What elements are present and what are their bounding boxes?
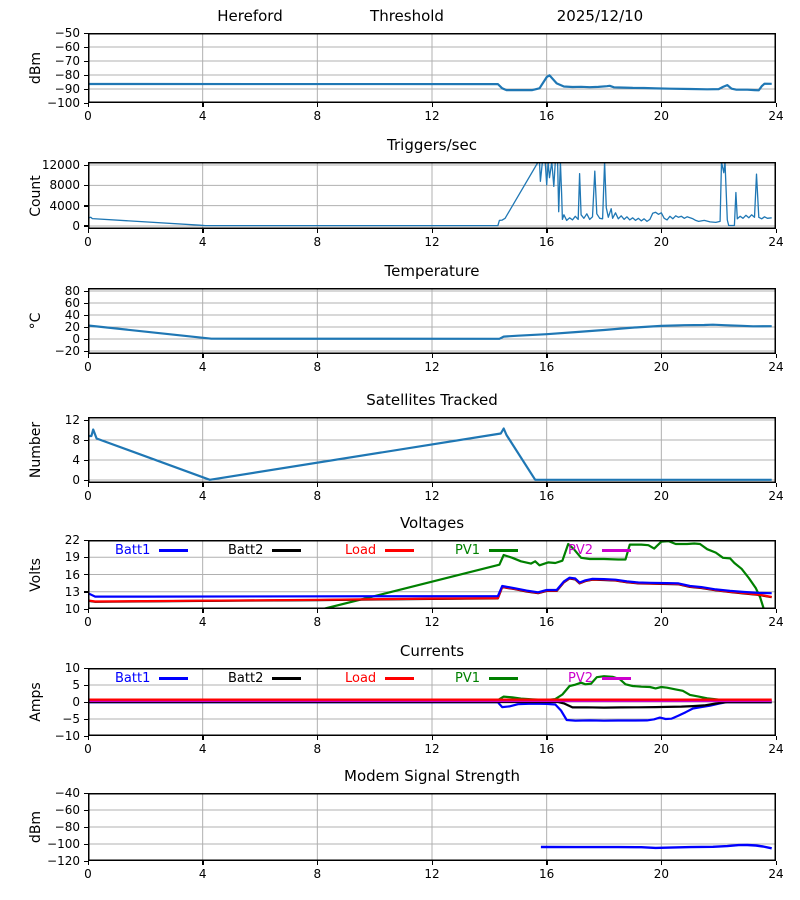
x-tickmark <box>317 483 318 487</box>
plot-area <box>88 33 776 103</box>
legend-line-swatch <box>385 677 414 680</box>
x-tick-label: 12 <box>424 867 440 881</box>
x-tickmark <box>202 103 203 107</box>
x-tick-label: 24 <box>768 867 784 881</box>
legend-label: Batt2 <box>228 671 264 686</box>
x-tick-label: 12 <box>424 360 440 374</box>
y-tick-label: −60 <box>54 40 80 54</box>
y-tick-label: 8 <box>72 433 80 447</box>
y-tickmark <box>84 810 88 811</box>
x-tickmark <box>317 609 318 613</box>
y-tick-label: 20 <box>64 320 80 334</box>
y-tick-label: −5 <box>62 712 80 726</box>
y-tickmark <box>84 440 88 441</box>
x-tickmark <box>317 229 318 233</box>
x-tickmark <box>776 609 777 613</box>
x-tick-label: 12 <box>424 489 440 503</box>
mode-title: Threshold <box>370 7 444 25</box>
y-tickmark <box>84 480 88 481</box>
x-tick-label: 0 <box>84 360 92 374</box>
x-tick-label: 4 <box>198 867 207 881</box>
legend-line-swatch <box>272 677 301 680</box>
y-axis-label: dBm <box>28 51 44 85</box>
x-tick-label: 0 <box>84 742 92 756</box>
x-tickmark <box>432 354 433 358</box>
y-axis-label: dBm <box>28 810 44 844</box>
site-name-title: Hereford <box>217 7 283 25</box>
x-tickmark <box>202 861 203 865</box>
y-tickmark <box>84 793 88 794</box>
x-tickmark <box>776 483 777 487</box>
legend-item-pv1 <box>455 671 518 687</box>
series-rf-threshold-level <box>88 75 772 90</box>
x-tick-label: 4 <box>198 489 207 503</box>
x-tickmark <box>317 354 318 358</box>
legend-item-pv1 <box>455 543 518 559</box>
y-tickmark <box>84 61 88 62</box>
x-tick-label: 20 <box>653 867 669 881</box>
y-tick-label: 80 <box>64 284 80 298</box>
series-satellites <box>88 429 772 480</box>
x-tickmark <box>546 483 547 487</box>
x-tick-label: 8 <box>313 109 322 123</box>
x-tick-label: 12 <box>424 742 440 756</box>
x-tickmark <box>317 103 318 107</box>
x-tick-label: 12 <box>424 235 440 249</box>
x-tick-label: 16 <box>539 109 555 123</box>
legend-label: PV2 <box>568 543 594 558</box>
x-tick-label: 24 <box>768 615 784 629</box>
x-tick-label: 16 <box>539 742 555 756</box>
y-tickmark <box>84 702 88 703</box>
x-tick-label: 4 <box>198 235 207 249</box>
y-axis-label: Count <box>28 174 44 217</box>
x-tick-label: 4 <box>198 109 207 123</box>
y-tickmark <box>84 205 88 206</box>
y-tick-label: 5 <box>72 678 80 692</box>
legend-label: Load <box>345 543 377 558</box>
x-tick-label: 4 <box>198 742 207 756</box>
plot-area <box>88 288 776 354</box>
x-tick-label: 0 <box>84 615 92 629</box>
y-axis-label: °C <box>28 312 44 330</box>
x-tickmark <box>546 354 547 358</box>
x-tick-label: 20 <box>653 235 669 249</box>
panel-title: Voltages <box>399 514 465 532</box>
y-tickmark <box>84 827 88 828</box>
x-tick-label: 4 <box>198 615 207 629</box>
y-tick-label: −40 <box>54 786 80 800</box>
y-tickmark <box>84 303 88 304</box>
x-tick-label: 24 <box>768 360 784 374</box>
legend-item-batt1 <box>115 543 188 559</box>
panel-title: Currents <box>399 642 465 660</box>
x-tickmark <box>546 103 547 107</box>
y-axis-label: Number <box>28 421 44 479</box>
y-tick-label: −20 <box>54 344 80 358</box>
legend-label: PV1 <box>455 543 481 558</box>
panel-title: Modem Signal Strength <box>344 767 520 785</box>
series-modem-signal <box>541 845 772 848</box>
x-tick-label: 20 <box>653 489 669 503</box>
x-tick-label: 8 <box>313 615 322 629</box>
legend-line-swatch <box>602 549 631 552</box>
y-tick-label: −100 <box>47 96 80 110</box>
x-tickmark <box>661 354 662 358</box>
x-tick-label: 16 <box>539 235 555 249</box>
x-tick-label: 0 <box>84 235 92 249</box>
x-tickmark <box>776 861 777 865</box>
y-tickmark <box>84 339 88 340</box>
y-tickmark <box>84 185 88 186</box>
x-tick-label: 20 <box>653 109 669 123</box>
x-tick-label: 24 <box>768 742 784 756</box>
x-tick-label: 16 <box>539 615 555 629</box>
y-tick-label: −80 <box>54 68 80 82</box>
legend-label: Batt1 <box>115 671 151 686</box>
x-tickmark <box>546 229 547 233</box>
y-axis-label: Amps <box>28 682 44 722</box>
y-tick-label: 40 <box>64 308 80 322</box>
y-tick-label: 4 <box>72 453 80 467</box>
x-tickmark <box>202 736 203 740</box>
y-tickmark <box>84 47 88 48</box>
x-tick-label: 16 <box>539 360 555 374</box>
y-tick-label: −60 <box>54 803 80 817</box>
x-tickmark <box>661 483 662 487</box>
y-tick-label: −80 <box>54 820 80 834</box>
y-tick-label: 8000 <box>49 178 80 193</box>
y-tick-label: 12000 <box>41 158 80 173</box>
y-tickmark <box>84 103 88 104</box>
x-tick-label: 24 <box>768 489 784 503</box>
x-tickmark <box>776 103 777 107</box>
x-tick-label: 0 <box>84 867 92 881</box>
legend-line-swatch <box>489 549 518 552</box>
y-tick-label: 0 <box>72 218 80 233</box>
y-tickmark <box>84 460 88 461</box>
legend-item-batt2 <box>228 543 301 559</box>
y-tickmark <box>84 591 88 592</box>
legend-item-pv2 <box>568 543 631 559</box>
panel-title: Temperature <box>384 262 480 280</box>
panel-title: Triggers/sec <box>387 136 477 154</box>
panel-title: Satellites Tracked <box>366 391 498 409</box>
x-tickmark <box>776 354 777 358</box>
x-tick-label: 16 <box>539 867 555 881</box>
y-axis-label: Volts <box>28 557 44 592</box>
legend-line-swatch <box>159 549 188 552</box>
x-tickmark <box>661 229 662 233</box>
legend-line-swatch <box>385 549 414 552</box>
y-tick-label: 0 <box>72 332 80 346</box>
y-tick-label: 22 <box>64 533 80 547</box>
x-tick-label: 16 <box>539 489 555 503</box>
x-tickmark <box>88 354 89 358</box>
y-tickmark <box>84 75 88 76</box>
x-tick-label: 20 <box>653 742 669 756</box>
y-tickmark <box>84 33 88 34</box>
series-batt1-volts <box>88 578 772 597</box>
x-tickmark <box>546 861 547 865</box>
y-tickmark <box>84 861 88 862</box>
x-tick-label: 4 <box>198 360 207 374</box>
y-tickmark <box>84 609 88 610</box>
y-tick-label: 60 <box>64 296 80 310</box>
y-tick-label: −10 <box>54 729 80 743</box>
legend-line-swatch <box>159 677 188 680</box>
y-tickmark <box>84 574 88 575</box>
y-tickmark <box>84 291 88 292</box>
series-trigger-rate <box>88 162 772 226</box>
y-tick-label: 13 <box>64 584 80 599</box>
y-tickmark <box>84 351 88 352</box>
x-tickmark <box>432 861 433 865</box>
y-tickmark <box>84 420 88 421</box>
y-tickmark <box>84 89 88 90</box>
y-tickmark <box>84 540 88 541</box>
y-tickmark <box>84 844 88 845</box>
y-tickmark <box>84 225 88 226</box>
legend-label: Load <box>345 671 377 686</box>
x-tick-label: 20 <box>653 360 669 374</box>
x-tick-label: 24 <box>768 235 784 249</box>
x-tickmark <box>661 609 662 613</box>
x-tick-label: 12 <box>424 109 440 123</box>
x-tickmark <box>432 736 433 740</box>
x-tickmark <box>317 861 318 865</box>
legend-item-pv2 <box>568 671 631 687</box>
plot-area <box>88 417 776 483</box>
plot-area <box>88 540 776 609</box>
x-tickmark <box>546 736 547 740</box>
x-tickmark <box>88 483 89 487</box>
y-tickmark <box>84 557 88 558</box>
plot-area <box>88 162 776 229</box>
series-batt1-amps <box>88 702 772 720</box>
y-tickmark <box>84 685 88 686</box>
x-tickmark <box>88 229 89 233</box>
legend-item-load <box>345 671 414 687</box>
x-tickmark <box>661 861 662 865</box>
y-tick-label: −120 <box>47 854 80 868</box>
x-tickmark <box>432 483 433 487</box>
y-tickmark <box>84 315 88 316</box>
date-title: 2025/12/10 <box>556 7 644 25</box>
plot-area <box>88 793 776 861</box>
y-tick-label: 4000 <box>49 198 80 213</box>
x-tickmark <box>317 736 318 740</box>
x-tick-label: 8 <box>313 742 322 756</box>
y-tick-label: −50 <box>54 26 80 40</box>
x-tick-label: 8 <box>313 867 322 881</box>
x-tickmark <box>776 736 777 740</box>
y-tickmark <box>84 327 88 328</box>
x-tickmark <box>776 229 777 233</box>
x-tick-label: 12 <box>424 615 440 629</box>
x-tickmark <box>432 229 433 233</box>
legend-item-batt2 <box>228 671 301 687</box>
x-tick-label: 8 <box>313 489 322 503</box>
legend-item-load <box>345 543 414 559</box>
x-tickmark <box>661 736 662 740</box>
y-tick-label: 19 <box>64 550 80 565</box>
x-tick-label: 24 <box>768 109 784 123</box>
x-tickmark <box>432 609 433 613</box>
y-tick-label: 10 <box>64 602 80 616</box>
x-tick-label: 0 <box>84 489 92 503</box>
legend-line-swatch <box>272 549 301 552</box>
y-tickmark <box>84 719 88 720</box>
legend-line-swatch <box>489 677 518 680</box>
y-tick-label: −90 <box>54 82 80 96</box>
y-tick-label: 12 <box>64 413 80 427</box>
x-tickmark <box>202 609 203 613</box>
x-tickmark <box>202 229 203 233</box>
y-tickmark <box>84 165 88 166</box>
y-tick-label: 0 <box>72 473 80 487</box>
x-tick-label: 20 <box>653 615 669 629</box>
x-tickmark <box>202 354 203 358</box>
y-tickmark <box>84 668 88 669</box>
x-tickmark <box>661 103 662 107</box>
x-tickmark <box>432 103 433 107</box>
y-tick-label: −70 <box>54 54 80 68</box>
legend-item-batt1 <box>115 671 188 687</box>
legend-label: Batt2 <box>228 543 264 558</box>
y-tick-label: −100 <box>47 837 80 851</box>
x-tick-label: 0 <box>84 109 92 123</box>
legend-label: PV2 <box>568 671 594 686</box>
x-tickmark <box>202 483 203 487</box>
y-tick-label: 16 <box>64 567 80 582</box>
series-batt2-amps <box>88 702 772 708</box>
y-tick-label: 0 <box>72 695 80 709</box>
legend-label: Batt1 <box>115 543 151 558</box>
plot-area <box>88 668 776 736</box>
x-tick-label: 8 <box>313 235 322 249</box>
x-tick-label: 8 <box>313 360 322 374</box>
y-tick-label: 10 <box>64 661 80 675</box>
legend-label: PV1 <box>455 671 481 686</box>
x-tickmark <box>546 609 547 613</box>
series-pv1-amps <box>88 676 772 701</box>
y-tickmark <box>84 736 88 737</box>
legend-line-swatch <box>602 677 631 680</box>
